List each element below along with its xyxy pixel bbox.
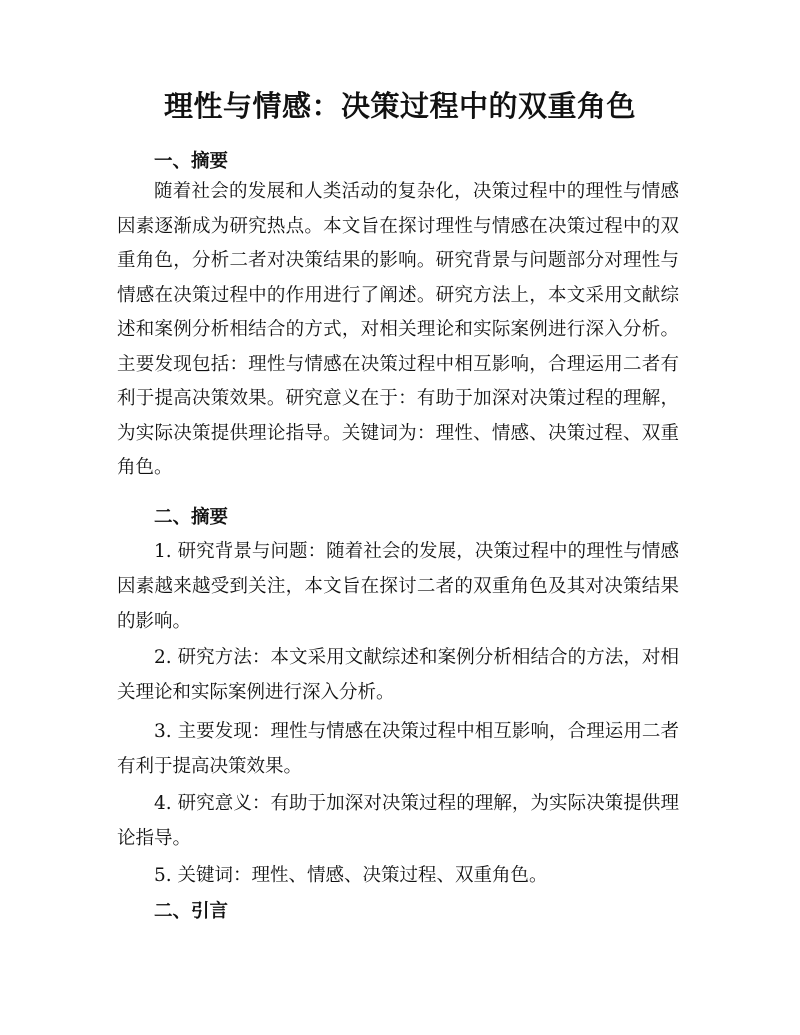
list-item-main-findings: 3. 主要发现：理性与情感在决策过程中相互影响，合理运用二者有利于提高决策效果。 [117,721,679,777]
list-item-research-method: 2. 研究方法：本文采用文献综述和案例分析相结合的方法，对相关理论和实际案例进行深入分析。 [117,647,679,703]
list-item-research-significance: 4. 研究意义：有助于加深对决策过程的理解，为实际决策提供理论指导。 [117,793,679,849]
list-item-keywords: 5. 关键词：理性、情感、决策过程、双重角色。 [154,865,548,886]
section-heading-abstract-2: 二、摘要 [154,507,229,528]
list-item-research-background: 1. 研究背景与问题：随着社会的发展，决策过程中的理性与情感因素越来越受到关注，本文旨在探讨二者的双重角色及其对决策结果的影响。 [117,541,679,632]
section-heading-abstract: 一、摘要 [154,151,229,172]
abstract-paragraph: 随着社会的发展和人类活动的复杂化，决策过程中的理性与情感因素逐渐成为研究热点。本文旨在探讨理性与情感在决策过程中的双重角色，分析二者对决策结果的影响。研究背景与问题部分对理性与情感在决策过程中的作用进行了阐述。研究方法上，本文采用文献综述和案例分析相结合的方式，对相关理论和实际案例进行深入分析。主要发现包括：理性与情感在决策过程中相互影响，合理运用二者有利于提高决策效果。研究意义在于：有助于加深对决策过程的理解，为实际决策提供理论指导。关键词为：理性、情感、决策过程、双重角色。 [117,181,679,478]
document-title: 理性与情感：决策过程中的双重角色 [163,89,636,123]
section-heading-introduction: 二、引言 [154,901,229,922]
